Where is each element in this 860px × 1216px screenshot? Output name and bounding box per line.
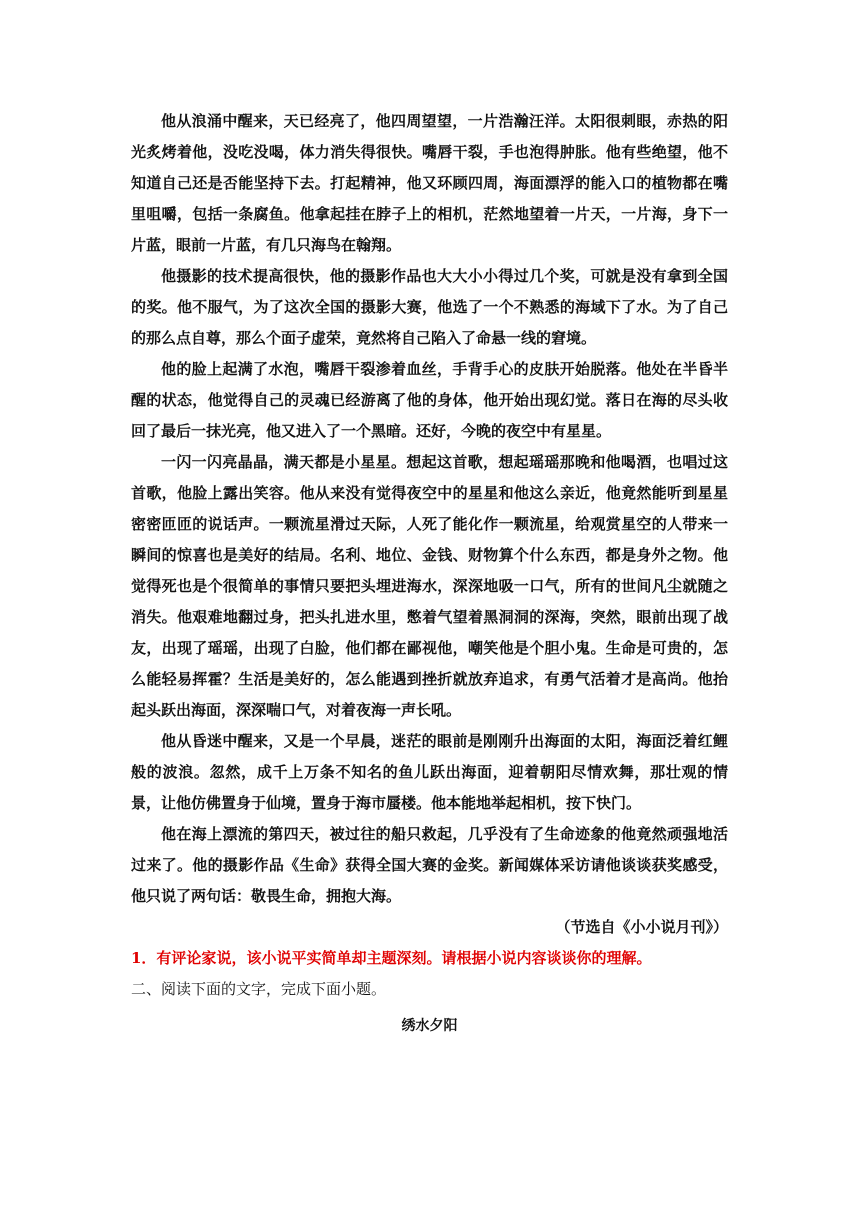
source-citation: （节选自《小小说月刊》） — [555, 918, 728, 936]
story-paragraph-2: 他摄影的技术提高很快，他的摄影作品也大大小小得过几个奖，可就是没有拿到全国的奖。他不服气，为了这次全国的摄影大赛，他选了一个不熟悉的海域下了水。为了自己的那么点自尊，那么个面子虚荣，竟然将自己陷入了命悬一线的窘境。 — [131, 267, 728, 347]
section-heading: 二、阅读下面的文字，完成下面小题。 — [131, 980, 387, 998]
story-paragraph-5: 他从昏迷中醒来，又是一个早晨，迷茫的眼前是刚刚升出海面的太阳，海面泛着红鲤般的波浪。忽然，成千上万条不知名的鱼儿跃出海面，迎着朝阳尽情欢舞，那壮观的情景，让他仿佛置身于仙境，置身于海市蜃楼。他本能地举起相机，按下快门。 — [131, 732, 728, 812]
next-passage-title: 绣水夕阳 — [401, 1018, 458, 1034]
story-paragraph-4: 一闪一闪亮晶晶，满天都是小星星。想起这首歌，想起瑶瑶那晚和他喝酒，也唱过这首歌，他脸上露出笑容。他从来没有觉得夜空中的星星和他这么亲近，他竟然能听到星星密密匝匝的说话声。一颗流星滑过天际，人死了能化作一颗流星，给观赏星空的人带来一瞬间的惊喜也是美好的结局。名利、地位、金钱、财物算个什么东西，都是身外之物。他觉得死也是个很简单的事情只要把头埋进海水，深深地吸一口气，所有的世间凡尘就随之消失。他艰难地翻过身，把头扎进水里，憋着气望着黑洞洞的深海，突然，眼前出现了战友，出现了瑶瑶，出现了白脸，他们都在鄙视他，嘲笑他是个胆小鬼。生命是可贵的，怎么能轻易挥霍？生活是美好的，怎么能遇到挫折就放弃追求，有勇气活着才是高尚。他抬起头跃出海面，深深喘口气，对着夜海一声长吼。 — [131, 453, 728, 719]
document-body — [131, 106, 728, 1042]
question-1: 1．有评论家说，该小说平实简单却主题深刻。请根据小说内容谈谈你的理解。 — [131, 949, 652, 967]
story-paragraph-1: 他从浪涌中醒来，天已经亮了，他四周望望，一片浩瀚汪洋。太阳很刺眼，赤热的阳光炙烤着他，没吃没喝，体力消失得很快。嘴唇干裂，手也泡得肿胀。他有些绝望，他不知道自己还是否能坚持下去。打起精神，他又环顾四周，海面漂浮的能入口的植物都在嘴里咀嚼，包括一条腐鱼。他拿起挂在脖子上的相机，茫然地望着一片天，一片海，身下一片蓝，眼前一片蓝，有几只海鸟在翰翔。 — [131, 112, 728, 254]
story-paragraph-6: 他在海上漂流的第四天，被过往的船只救起，几乎没有了生命迹象的他竟然顽强地活过来了。他的摄影作品《生命》获得全国大赛的金奖。新闻媒体采访请他谈谈获奖感受，他只说了两句话：敬畏生命，拥抱大海。 — [131, 825, 728, 905]
story-paragraph-3: 他的脸上起满了水泡，嘴唇干裂渗着血丝，手背手心的皮肤开始脱落。他处在半昏半醒的状态，他觉得自己的灵魂已经游离了他的身体，他开始出现幻觉。落日在海的尽头收回了最后一抹光亮，他又进入了一个黑暗。还好，今晚的夜空中有星星。 — [131, 360, 728, 440]
